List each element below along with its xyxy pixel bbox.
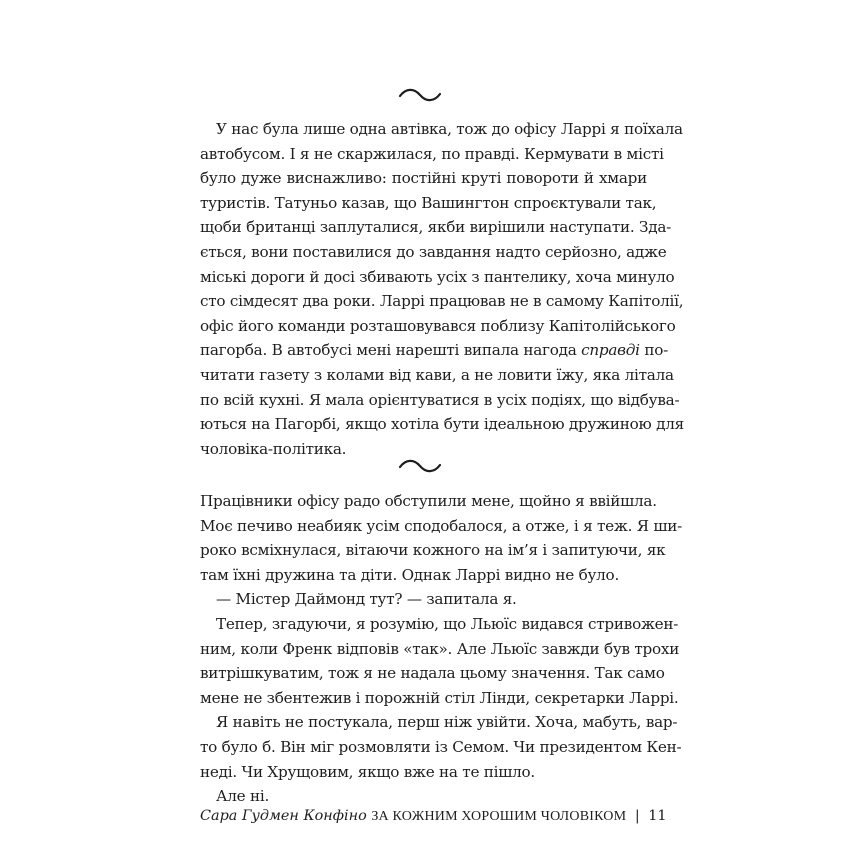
emphasized-word: справді — [581, 341, 640, 360]
text-line: офіс його команди розташовувався поблизу Капітолійського — [200, 316, 676, 335]
text-line: автобусом. І я не скаржилася, по правді. Кермувати в місті — [200, 144, 664, 163]
text-line: У нас була лише одна автівка, тож до офісу Ларрі я поїхала — [216, 120, 683, 138]
text-line: туристів. Татуньо казав, що Вашингтон спроєктували так, — [200, 193, 657, 212]
section-divider-ornament — [398, 457, 442, 475]
text-line: щоби британці заплуталися, якби вирішили наступати. Зда- — [200, 218, 672, 237]
paragraph-section-1 — [200, 117, 684, 461]
text-line: Але ні. — [216, 787, 270, 806]
text-line: читати газету з колами від кави, а не ловити їжу, яка літала — [200, 365, 674, 384]
text-line: роко всміхнулася, вітаючи кожного на ім’я і запитуючи, як — [200, 541, 666, 560]
text-line: витрішкуватим, тож я не надала цьому значення. Так само — [200, 664, 665, 683]
text-line: ним, коли Френк відповів «так». Але Льюїс завжди був трохи — [200, 639, 680, 658]
text-line: сто сімдесят два роки. Ларрі працював не в самому Капітолії, — [200, 292, 684, 311]
text-line: міські дороги й досі збивають усіх з пантелику, хоча минуло — [200, 267, 675, 286]
text-line-part: пагорба. В автобусі мені нарешті випала нагода — [200, 341, 577, 360]
section-divider-ornament — [398, 86, 442, 104]
text-line: Тепер, згадуючи, я розумію, що Льюїс видався стривожен- — [216, 614, 679, 633]
text-line: там їхні дружина та діти. Однак Ларрі видно не було. — [200, 565, 620, 584]
text-line: неді. Чи Хрущовим, якщо вже на те пішло. — [200, 762, 535, 781]
text-line: Я навіть не постукала, перш ніж увійти. Хоча, мабуть, вар- — [216, 713, 678, 732]
text-line: було дуже виснажливо: постійні круті повороти й хмари — [200, 169, 647, 188]
text-line-with-emphasis — [200, 338, 668, 363]
footer-book-title: ЗА КОЖНИМ ХОРОШИМ ЧОЛОВІКОМ — [371, 809, 627, 824]
text-line-part: по- — [644, 341, 668, 360]
text-line: Моє печиво неабияк усім сподобалося, а отже, і я теж. Я ши- — [200, 516, 682, 535]
text-line: то було б. Він міг розмовляти із Семом. Чи президентом Кен- — [200, 737, 682, 756]
footer-author: Сара Гудмен Конфіно — [200, 808, 367, 824]
text-line: по всій кухні. Я мала орієнтуватися в усіх подіях, що відбува- — [200, 390, 680, 409]
text-line: ється, вони поставилися до завдання надто серйозно, адже — [200, 242, 667, 261]
paragraph-section-2 — [200, 489, 682, 809]
page-number: 11 — [648, 808, 667, 824]
text-line: ються на Пагорбі, якщо хотіла бути ідеальною дружиною для — [200, 415, 684, 434]
footer-separator: | — [634, 808, 640, 824]
dialogue-line: — Містер Даймонд тут? — запитала я. — [216, 590, 517, 609]
text-line: Працівники офісу радо обступили мене, щойно я ввійшла. — [200, 492, 657, 510]
text-line: чоловіка-політика. — [200, 439, 347, 458]
page-footer — [200, 806, 667, 827]
text-line: мене не збентежив і порожній стіл Лінди, секретарки Ларрі. — [200, 688, 679, 707]
